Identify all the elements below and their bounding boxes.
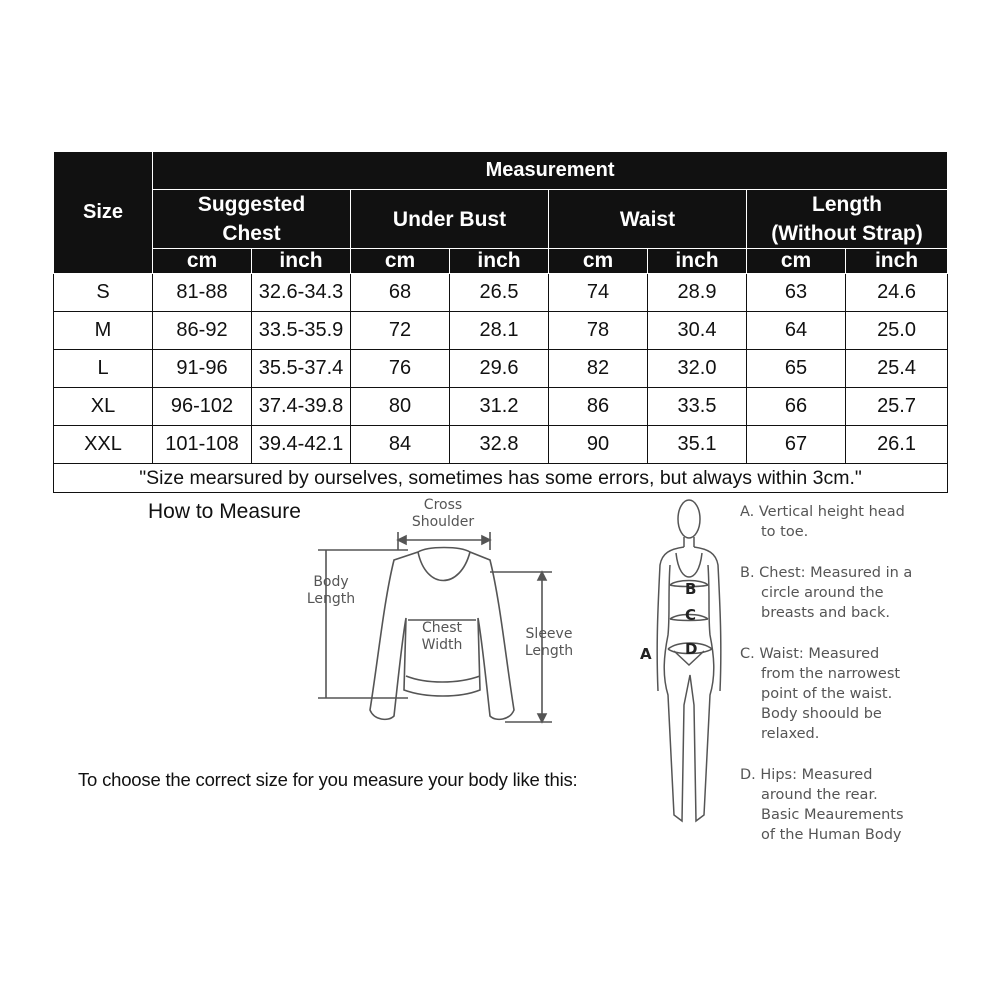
measurement-cell: 86 <box>549 388 648 426</box>
cross-shoulder-label: Cross Shoulder <box>411 497 475 530</box>
size-cell: M <box>54 312 153 350</box>
table-row <box>54 312 948 350</box>
sleeve-length-label: Sleeve Length <box>524 626 574 659</box>
length-group-header: Length (Without Strap) <box>747 190 948 249</box>
measurement-cell: 30.4 <box>648 312 747 350</box>
waist-group-header: Waist <box>549 190 747 249</box>
choose-size-instruction: To choose the correct size for you measure your body like this: <box>78 769 578 790</box>
measurement-cell: 35.5-37.4 <box>252 350 351 388</box>
step-c: C. Waist: Measured from the narrowest point of the waist. Body shoould be relaxed. <box>740 646 901 742</box>
body-length-label: Body Length <box>306 574 356 607</box>
size-cell: L <box>54 350 153 388</box>
measurement-cell: 25.7 <box>846 388 948 426</box>
measurement-cell: 82 <box>549 350 648 388</box>
unit-cell: cm <box>153 249 252 274</box>
measurement-cell: 76 <box>351 350 450 388</box>
measurement-cell: 32.0 <box>648 350 747 388</box>
measurement-header: Measurement <box>153 152 948 190</box>
measurement-cell: 80 <box>351 388 450 426</box>
measurement-cell: 90 <box>549 426 648 464</box>
under-bust-group-header: Under Bust <box>351 190 549 249</box>
measurement-cell: 72 <box>351 312 450 350</box>
measurement-cell: 33.5 <box>648 388 747 426</box>
measurement-cell: 74 <box>549 274 648 312</box>
unit-cell: inch <box>252 249 351 274</box>
body-label-b: B <box>685 580 697 598</box>
measurement-cell: 25.4 <box>846 350 948 388</box>
body-label-c: C <box>685 606 697 624</box>
unit-cell: inch <box>846 249 948 274</box>
measurement-cell: 68 <box>351 274 450 312</box>
measurement-cell: 84 <box>351 426 450 464</box>
size-chart-table <box>53 151 948 493</box>
body-figure-diagram <box>640 495 740 835</box>
unit-cell: inch <box>450 249 549 274</box>
measurement-cell: 96-102 <box>153 388 252 426</box>
unit-cell: cm <box>351 249 450 274</box>
step-a: A. Vertical height head to toe. <box>740 504 905 540</box>
measurement-cell: 32.8 <box>450 426 549 464</box>
chest-group-header: Suggested Chest <box>153 190 351 249</box>
size-cell: XL <box>54 388 153 426</box>
measurement-cell: 67 <box>747 426 846 464</box>
size-cell: S <box>54 274 153 312</box>
measurement-cell: 65 <box>747 350 846 388</box>
unit-cell: inch <box>648 249 747 274</box>
measurement-cell: 63 <box>747 274 846 312</box>
measurement-cell: 31.2 <box>450 388 549 426</box>
measurement-cell: 37.4-39.8 <box>252 388 351 426</box>
measurement-cell: 26.1 <box>846 426 948 464</box>
measurement-cell: 28.9 <box>648 274 747 312</box>
unit-cell: cm <box>549 249 648 274</box>
measurement-cell: 101-108 <box>153 426 252 464</box>
table-row <box>54 426 948 464</box>
how-to-measure-title: How to Measure <box>148 500 301 523</box>
body-label-a: A <box>640 645 652 663</box>
table-row <box>54 388 948 426</box>
measurement-cell: 26.5 <box>450 274 549 312</box>
measurement-cell: 86-92 <box>153 312 252 350</box>
table-note: "Size mearsured by ourselves, sometimes has some errors, but always within 3cm." <box>54 464 948 493</box>
measurement-cell: 24.6 <box>846 274 948 312</box>
unit-row <box>54 249 948 274</box>
measurement-cell: 33.5-35.9 <box>252 312 351 350</box>
chest-width-label: Chest Width <box>421 620 463 653</box>
measurement-cell: 25.0 <box>846 312 948 350</box>
measurement-cell: 81-88 <box>153 274 252 312</box>
measurement-steps <box>740 502 940 866</box>
size-column-header: Size <box>54 152 153 274</box>
measurement-cell: 28.1 <box>450 312 549 350</box>
measurement-cell: 29.6 <box>450 350 549 388</box>
measurement-cell: 78 <box>549 312 648 350</box>
measurement-cell: 32.6-34.3 <box>252 274 351 312</box>
table-row <box>54 274 948 312</box>
measurement-cell: 39.4-42.1 <box>252 426 351 464</box>
measurement-cell: 64 <box>747 312 846 350</box>
step-b: B. Chest: Measured in a circle around the breasts and back. <box>740 565 913 621</box>
unit-cell: cm <box>747 249 846 274</box>
measurement-cell: 91-96 <box>153 350 252 388</box>
step-d: D. Hips: Measured around the rear. Basic Meaurements of the Human Body <box>740 767 904 843</box>
measurement-cell: 66 <box>747 388 846 426</box>
measurement-cell: 35.1 <box>648 426 747 464</box>
size-cell: XXL <box>54 426 153 464</box>
body-label-d: D <box>685 640 698 658</box>
table-row <box>54 350 948 388</box>
